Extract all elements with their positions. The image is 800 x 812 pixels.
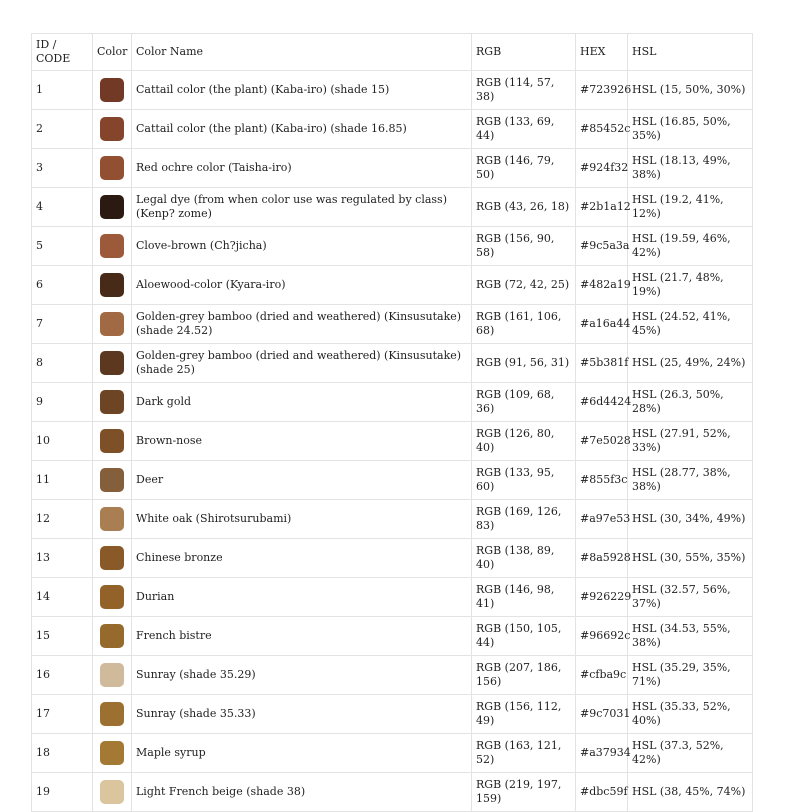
cell-hsl: HSL (35.33, 52%, 40%) — [628, 695, 753, 734]
cell-swatch — [93, 773, 132, 812]
table-body — [32, 71, 753, 812]
table-row — [32, 578, 753, 617]
cell-rgb: RGB (146, 98, 41) — [472, 578, 576, 617]
table-row — [32, 266, 753, 305]
cell-id: 19 — [32, 773, 93, 812]
cell-swatch — [93, 617, 132, 656]
cell-rgb: RGB (133, 95, 60) — [472, 461, 576, 500]
cell-hsl: HSL (19.59, 46%, 42%) — [628, 227, 753, 266]
color-swatch — [100, 117, 124, 141]
table-row — [32, 305, 753, 344]
table-row — [32, 734, 753, 773]
table-row — [32, 656, 753, 695]
header-id-code: ID / CODE — [32, 34, 93, 71]
cell-rgb: RGB (169, 126, 83) — [472, 500, 576, 539]
color-swatch — [100, 156, 124, 180]
cell-hsl: HSL (30, 55%, 35%) — [628, 539, 753, 578]
cell-hsl: HSL (38, 45%, 74%) — [628, 773, 753, 812]
cell-hsl: HSL (35.29, 35%, 71%) — [628, 656, 753, 695]
cell-id: 14 — [32, 578, 93, 617]
cell-hex: #5b381f — [576, 344, 628, 383]
cell-hsl: HSL (27.91, 52%, 33%) — [628, 422, 753, 461]
color-swatch — [100, 780, 124, 804]
table-row — [32, 227, 753, 266]
cell-color-name: Deer — [132, 461, 472, 500]
cell-hex: #6d4424 — [576, 383, 628, 422]
cell-id: 10 — [32, 422, 93, 461]
cell-swatch — [93, 305, 132, 344]
table-row — [32, 695, 753, 734]
cell-hsl: HSL (25, 49%, 24%) — [628, 344, 753, 383]
color-swatch — [100, 195, 124, 219]
cell-id: 8 — [32, 344, 93, 383]
cell-color-name: Sunray (shade 35.33) — [132, 695, 472, 734]
cell-swatch — [93, 695, 132, 734]
cell-rgb: RGB (207, 186, 156) — [472, 656, 576, 695]
cell-rgb: RGB (43, 26, 18) — [472, 188, 576, 227]
table-row — [32, 500, 753, 539]
cell-rgb: RGB (133, 69, 44) — [472, 110, 576, 149]
color-swatch — [100, 312, 124, 336]
cell-rgb: RGB (91, 56, 31) — [472, 344, 576, 383]
cell-hex: #a37934 — [576, 734, 628, 773]
header-hsl: HSL — [628, 34, 753, 71]
cell-swatch — [93, 266, 132, 305]
cell-swatch — [93, 500, 132, 539]
table-row — [32, 383, 753, 422]
header-hex: HEX — [576, 34, 628, 71]
cell-id: 13 — [32, 539, 93, 578]
cell-rgb: RGB (156, 90, 58) — [472, 227, 576, 266]
cell-hex: #9c5a3a — [576, 227, 628, 266]
cell-rgb: RGB (163, 121, 52) — [472, 734, 576, 773]
color-swatch — [100, 663, 124, 687]
header-color: Color — [93, 34, 132, 71]
cell-id: 15 — [32, 617, 93, 656]
color-table — [31, 33, 753, 812]
cell-id: 17 — [32, 695, 93, 734]
cell-color-name: Aloewood-color (Kyara-iro) — [132, 266, 472, 305]
color-swatch — [100, 390, 124, 414]
cell-rgb: RGB (138, 89, 40) — [472, 539, 576, 578]
table-row — [32, 617, 753, 656]
color-swatch — [100, 273, 124, 297]
cell-id: 3 — [32, 149, 93, 188]
cell-rgb: RGB (146, 79, 50) — [472, 149, 576, 188]
cell-hex: #9c7031 — [576, 695, 628, 734]
cell-color-name: Chinese bronze — [132, 539, 472, 578]
cell-swatch — [93, 227, 132, 266]
cell-hex: #2b1a12 — [576, 188, 628, 227]
cell-color-name: Golden-grey bamboo (dried and weathered) (Kinsusutake) (shade 25) — [132, 344, 472, 383]
cell-id: 5 — [32, 227, 93, 266]
cell-hex: #85452c — [576, 110, 628, 149]
cell-rgb: RGB (126, 80, 40) — [472, 422, 576, 461]
cell-color-name: Red ochre color (Taisha-iro) — [132, 149, 472, 188]
cell-hsl: HSL (30, 34%, 49%) — [628, 500, 753, 539]
cell-color-name: Golden-grey bamboo (dried and weathered) (Kinsusutake) (shade 24.52) — [132, 305, 472, 344]
cell-color-name: Cattail color (the plant) (Kaba-iro) (shade 16.85) — [132, 110, 472, 149]
cell-swatch — [93, 461, 132, 500]
cell-id: 6 — [32, 266, 93, 305]
color-swatch — [100, 429, 124, 453]
cell-color-name: Dark gold — [132, 383, 472, 422]
cell-swatch — [93, 344, 132, 383]
table-header-row — [32, 34, 753, 71]
color-swatch — [100, 351, 124, 375]
cell-id: 16 — [32, 656, 93, 695]
cell-rgb: RGB (72, 42, 25) — [472, 266, 576, 305]
cell-swatch — [93, 578, 132, 617]
cell-hsl: HSL (19.2, 41%, 12%) — [628, 188, 753, 227]
cell-hex: #482a19 — [576, 266, 628, 305]
cell-color-name: Light French beige (shade 38) — [132, 773, 472, 812]
cell-hex: #8a5928 — [576, 539, 628, 578]
cell-swatch — [93, 188, 132, 227]
table-row — [32, 539, 753, 578]
cell-rgb: RGB (156, 112, 49) — [472, 695, 576, 734]
cell-hex: #96692c — [576, 617, 628, 656]
cell-rgb: RGB (150, 105, 44) — [472, 617, 576, 656]
cell-hsl: HSL (28.77, 38%, 38%) — [628, 461, 753, 500]
header-color-name: Color Name — [132, 34, 472, 71]
table-row — [32, 422, 753, 461]
cell-hsl: HSL (24.52, 41%, 45%) — [628, 305, 753, 344]
table-row — [32, 71, 753, 110]
cell-hex: #926229 — [576, 578, 628, 617]
cell-color-name: Legal dye (from when color use was regulated by class) (Kenp? zome) — [132, 188, 472, 227]
cell-hsl: HSL (34.53, 55%, 38%) — [628, 617, 753, 656]
cell-hsl: HSL (37.3, 52%, 42%) — [628, 734, 753, 773]
cell-id: 4 — [32, 188, 93, 227]
cell-hsl: HSL (18.13, 49%, 38%) — [628, 149, 753, 188]
color-swatch — [100, 585, 124, 609]
cell-swatch — [93, 149, 132, 188]
cell-hex: #a97e53 — [576, 500, 628, 539]
cell-rgb: RGB (219, 197, 159) — [472, 773, 576, 812]
table-row — [32, 773, 753, 812]
table-row — [32, 461, 753, 500]
cell-hex: #924f32 — [576, 149, 628, 188]
cell-id: 1 — [32, 71, 93, 110]
cell-color-name: Cattail color (the plant) (Kaba-iro) (shade 15) — [132, 71, 472, 110]
cell-color-name: Maple syrup — [132, 734, 472, 773]
cell-id: 2 — [32, 110, 93, 149]
table-row — [32, 344, 753, 383]
cell-id: 11 — [32, 461, 93, 500]
cell-swatch — [93, 110, 132, 149]
color-swatch — [100, 468, 124, 492]
cell-hsl: HSL (21.7, 48%, 19%) — [628, 266, 753, 305]
color-swatch — [100, 234, 124, 258]
cell-id: 9 — [32, 383, 93, 422]
color-swatch — [100, 546, 124, 570]
cell-swatch — [93, 734, 132, 773]
color-swatch — [100, 702, 124, 726]
cell-rgb: RGB (114, 57, 38) — [472, 71, 576, 110]
cell-hsl: HSL (15, 50%, 30%) — [628, 71, 753, 110]
cell-hex: #dbc59f — [576, 773, 628, 812]
cell-hsl: HSL (32.57, 56%, 37%) — [628, 578, 753, 617]
cell-id: 18 — [32, 734, 93, 773]
cell-id: 7 — [32, 305, 93, 344]
cell-rgb: RGB (161, 106, 68) — [472, 305, 576, 344]
table-row — [32, 110, 753, 149]
color-swatch — [100, 507, 124, 531]
cell-hsl: HSL (16.85, 50%, 35%) — [628, 110, 753, 149]
cell-id: 12 — [32, 500, 93, 539]
cell-swatch — [93, 656, 132, 695]
table-row — [32, 188, 753, 227]
table-row — [32, 149, 753, 188]
cell-color-name: White oak (Shirotsurubami) — [132, 500, 472, 539]
cell-hex: #a16a44 — [576, 305, 628, 344]
cell-hex: #723926 — [576, 71, 628, 110]
cell-swatch — [93, 422, 132, 461]
cell-swatch — [93, 71, 132, 110]
color-swatch — [100, 624, 124, 648]
color-table-container — [31, 33, 753, 812]
color-swatch — [100, 741, 124, 765]
cell-color-name: Sunray (shade 35.29) — [132, 656, 472, 695]
cell-color-name: Durian — [132, 578, 472, 617]
cell-rgb: RGB (109, 68, 36) — [472, 383, 576, 422]
cell-color-name: Clove-brown (Ch?jicha) — [132, 227, 472, 266]
cell-hsl: HSL (26.3, 50%, 28%) — [628, 383, 753, 422]
cell-hex: #cfba9c — [576, 656, 628, 695]
cell-swatch — [93, 539, 132, 578]
cell-color-name: Brown-nose — [132, 422, 472, 461]
header-rgb: RGB — [472, 34, 576, 71]
cell-color-name: French bistre — [132, 617, 472, 656]
cell-hex: #7e5028 — [576, 422, 628, 461]
cell-hex: #855f3c — [576, 461, 628, 500]
color-swatch — [100, 78, 124, 102]
cell-swatch — [93, 383, 132, 422]
